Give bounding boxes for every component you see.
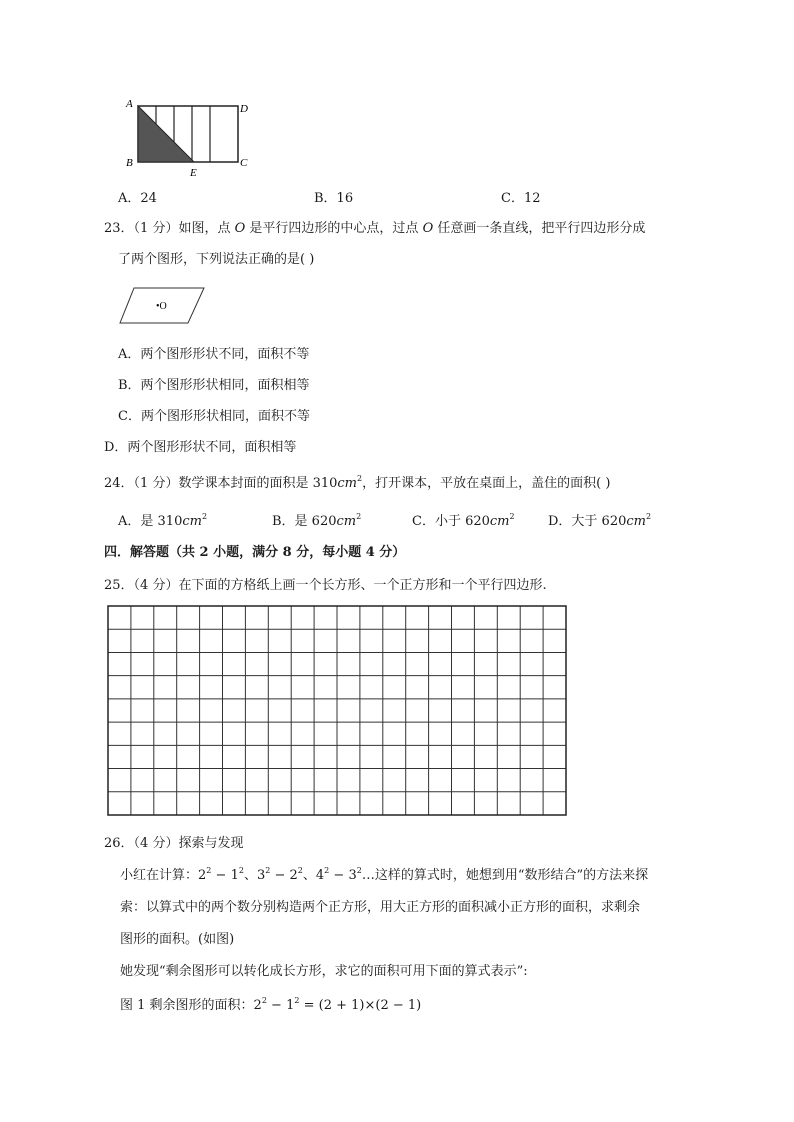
q24-option-b-exp: 2 (356, 512, 362, 521)
q24-option-d-text: D．大于 620 (548, 514, 627, 529)
q26-p5-rhs: = (2 + 1)×(2 − 1) (303, 998, 422, 1013)
q25-grid-paper (107, 605, 568, 817)
q23-stem-part1: 23．（1 分）如图，点 (104, 221, 231, 236)
q26-p1-tail: …这样的算式时，她想到用“数形结合”的方法来探 (361, 868, 649, 883)
q26-paragraph-4: 她发现“剩余图形可以转化成长方形，求它的面积可用下面的算式表示”: (120, 964, 528, 979)
q24-option-b-unit: cm (336, 514, 357, 529)
q24-option-d-exp: 2 (645, 512, 652, 521)
q26-paragraph-5 (120, 994, 421, 1013)
q24-option-c-unit: cm (489, 514, 510, 529)
q22-label-e: E (190, 167, 197, 179)
q23-stem-line1 (104, 217, 645, 236)
q24-option-a (118, 510, 207, 529)
q26-expr-3: $4^2 - 3^2$ (315, 866, 362, 883)
q24-option-d (548, 510, 651, 529)
q23-option-a: A．两个图形形状不同，面积不等 (118, 347, 310, 362)
q24-option-a-text: A．是 310 (118, 514, 183, 529)
q26-paragraph-3: 图形的面积。(如图) (120, 932, 235, 947)
q26-paragraph-1: 小红在计算：$2^2 - 1^2$、$3^2 - 2^2$、$4^2$ − $3^2\dots$这样的算式时，她想到用“数形结合”的方法来探 (120, 866, 649, 883)
q24-option-b (272, 510, 361, 529)
q22-shaded-triangle (138, 106, 194, 162)
q25-stem: 25．（4 分）在下面的方格纸上画一个长方形、一个正方形和一个平行四边形. (104, 578, 547, 593)
section-4-title: 四．解答题（共 2 小题，满分 8 分，每小题 4 分） (104, 545, 406, 560)
q24-option-c-exp: 2 (509, 512, 515, 521)
q22-label-d: D (240, 103, 248, 115)
q23-option-b: B．两个图形形状相同，面积相等 (118, 378, 310, 393)
q26-expr-2: $3^2 - 2^2$ (256, 866, 303, 883)
q23-var-o: O (234, 221, 246, 236)
q24-stem-part2: ，打开课本，平放在桌面上，盖住的面积( ) (362, 476, 611, 491)
q24-unit: cm (337, 476, 358, 491)
q23-var-o: O (422, 221, 434, 236)
q23-parallelogram-figure (118, 285, 208, 329)
q22-label-b: B (126, 157, 133, 169)
q22-option-a: A．24 (118, 191, 157, 206)
q22-label-a: A (126, 98, 133, 110)
q23-stem-line2: 了两个图形，下列说法正确的是( ) (118, 252, 315, 267)
q24-stem-part1: 24．（1 分）数学课本封面的面积是 310 (104, 476, 338, 491)
q23-stem-part2: 是平行四边形的中心点，过点 (249, 221, 419, 236)
q26-paragraph-2: 索：以算式中的两个数分别构造两个正方形，用大正方形的面积减小正方形的面积，求剩余 (120, 900, 641, 915)
q24-option-b-text: B．是 620 (272, 514, 337, 529)
q25-grid-lines (108, 606, 566, 815)
q24-unit-exp: 2 (357, 474, 363, 483)
q22-label-c: C (240, 157, 248, 169)
q24-option-a-unit: cm (182, 514, 202, 529)
q24-option-d-unit: cm (626, 514, 646, 529)
q26-p5-lhs: $2^2 - 1^2$ (253, 996, 300, 1013)
q26-title: 26．（4 分）探索与发现 (104, 836, 244, 851)
q24-option-c (412, 510, 515, 529)
q22-option-c: C．12 (501, 191, 541, 206)
q23-center-label: •O (156, 301, 167, 312)
q24-option-a-exp: 2 (201, 512, 208, 521)
q22-figure (118, 98, 258, 180)
q24-option-c-text: C．小于 620 (412, 514, 490, 529)
q26-expr-1: $2^2 - 1^2$ (198, 866, 244, 883)
q23-stem-part3: 任意画一条直线，把平行四边形分成 (437, 221, 646, 236)
q26-p5-lead: 图 1 剩余图形的面积： (120, 998, 254, 1013)
q26-p1-lead: 小红在计算： (120, 868, 199, 883)
q23-option-d: D．两个图形形状不同，面积相等 (104, 440, 297, 455)
q22-option-b: B．16 (314, 191, 354, 206)
q23-option-c: C．两个图形形状相同，面积不等 (118, 409, 310, 424)
q24-stem (104, 472, 610, 491)
